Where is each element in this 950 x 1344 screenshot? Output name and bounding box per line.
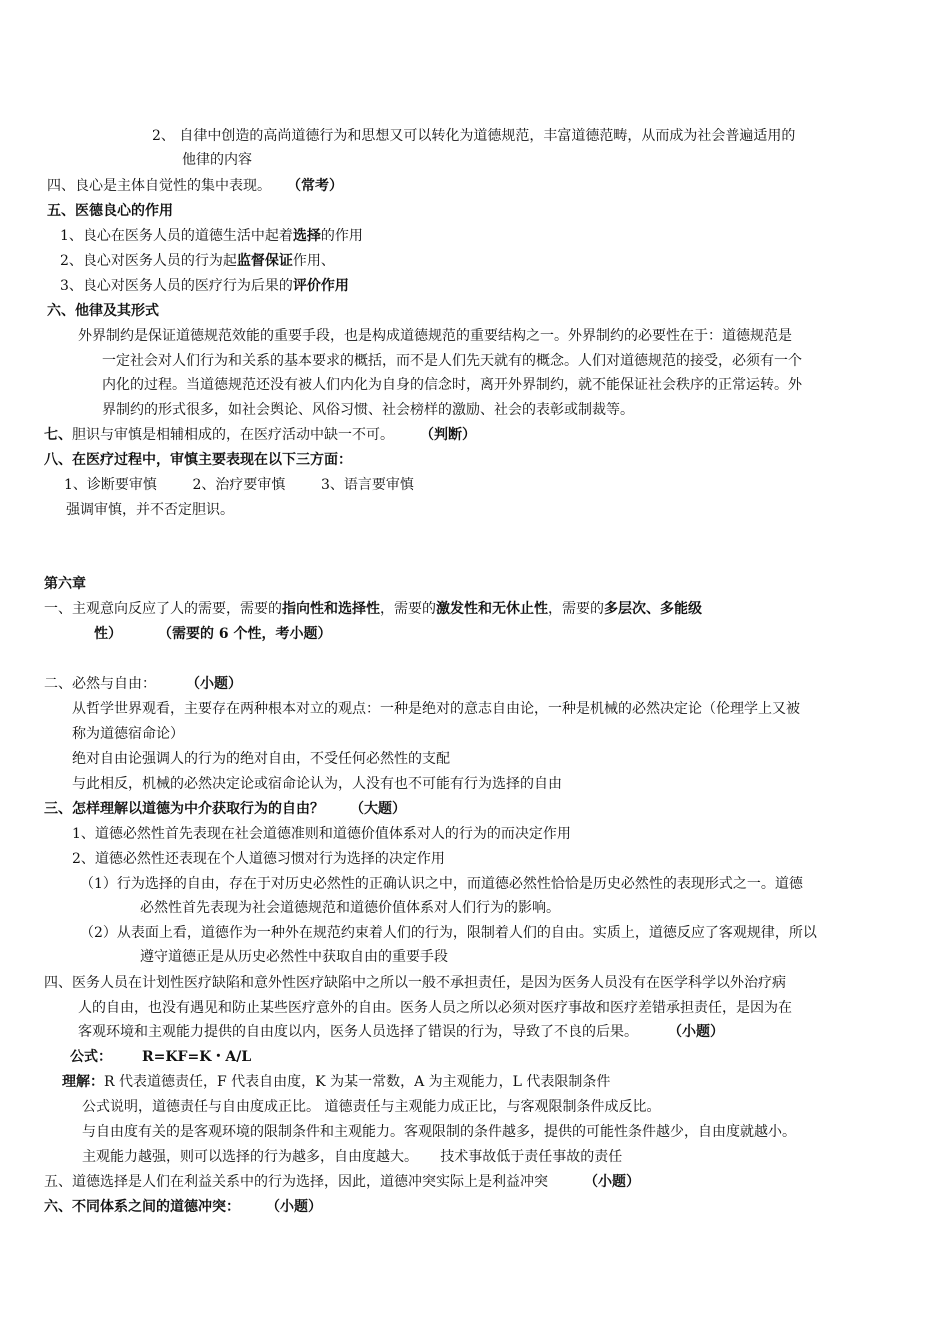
- exam-tag: （大题）: [350, 801, 406, 817]
- paragraph-line: [82, 1095, 660, 1119]
- text: 称为道德宿命论）: [72, 726, 184, 742]
- text: 公式说明，道德责任与自由度成正比。 道德责任与主观能力成正比，与客观限制条件成反比。: [82, 1099, 661, 1115]
- section-heading: [44, 1195, 322, 1219]
- text: ，需要的: [548, 601, 604, 617]
- text: 四、良心是主体自觉性的集中表现。: [47, 178, 271, 194]
- exam-tag: （常考）: [287, 178, 343, 194]
- text: 内化的过程。当道德规范还没有被人们内化为自身的信念时，离开外界制约，就不能保证社会秩序的正常运转。外: [102, 377, 802, 393]
- text: 强调审慎，并不否定胆识。: [66, 502, 234, 518]
- emphasis: 多层次、多能级: [604, 601, 702, 617]
- text: 3、良心对医务人员的医疗行为后果的: [60, 278, 293, 294]
- exam-tag: （小题）: [266, 1199, 322, 1215]
- paragraph-line: [82, 1145, 622, 1169]
- section-heading: [47, 199, 173, 223]
- paragraph-line: [82, 1120, 796, 1144]
- emphasis: 评价作用: [292, 278, 349, 294]
- text: 遵守道德正是从历史必然性中获取自由的重要手段: [140, 949, 448, 965]
- section-heading: [47, 174, 343, 198]
- text: 外界制约是保证道德规范效能的重要手段，也是构成道德规范的重要结构之一。外界制约的必要性在于：道德规范是: [78, 328, 792, 344]
- list-item: [80, 921, 817, 945]
- formula: [70, 1045, 251, 1069]
- text: 界制约的形式很多，如社会舆论、风俗习惯、社会榜样的激励、社会的表彰或制裁等。: [102, 402, 634, 418]
- paragraph-line: [78, 1020, 724, 1044]
- paragraph-line: [78, 324, 792, 348]
- emphasis: 选择: [292, 228, 321, 244]
- section-heading: [47, 299, 159, 323]
- paragraph-line: [72, 697, 800, 721]
- text: 绝对自由论强调人的行为的绝对自由，不受任何必然性的支配: [72, 751, 450, 767]
- paragraph-line: [72, 772, 562, 796]
- paragraph-line: [66, 498, 234, 522]
- list-item: [60, 224, 363, 248]
- list-item: [80, 872, 803, 896]
- exam-tag: （小题）: [584, 1174, 640, 1190]
- text: 1、良心在医务人员的道德生活中起着: [60, 228, 293, 244]
- chapter-title: [44, 572, 86, 596]
- text: （1）行为选择的自由，存在于对历史必然性的正确认识之中，而道德必然性恰恰是历史必然性的表现形式之一。道德: [80, 876, 803, 892]
- section-heading: [44, 423, 476, 447]
- formula-text: R=KF=K・A/L: [142, 1049, 252, 1065]
- text: 五、道德选择是人们在利益关系中的行为选择，因此，道德冲突实际上是利益冲突: [44, 1174, 548, 1190]
- text: ，需要的: [380, 601, 436, 617]
- list-item: [60, 249, 335, 273]
- text: 一、主观意向反应了人的需要，需要的: [44, 601, 282, 617]
- exam-tag: （需要的 6 个性，考小题）: [158, 626, 332, 642]
- section-heading: [44, 971, 786, 995]
- paragraph-line: [94, 622, 332, 646]
- text: 五、医德良心的作用: [47, 203, 173, 219]
- formula-label: 公式：: [70, 1049, 112, 1065]
- text: 四、医务人员在计划性医疗缺陷和意外性医疗缺陷中之所以一般不承担责任，是因为医务人员没有在医学科学以外治疗病: [44, 975, 786, 991]
- paragraph-line: [140, 896, 560, 920]
- text: 2、道德必然性还表现在个人道德习惯对行为选择的决定作用: [72, 851, 445, 867]
- section-heading: [44, 597, 702, 621]
- text: 主观能力越强，则可以选择的行为越多，自由度越大。 技术事故低于责任事故的责任: [82, 1149, 623, 1165]
- paragraph-line: [72, 747, 450, 771]
- text: 二、必然与自由：: [44, 676, 156, 692]
- text: （2）从表面上看，道德作为一种外在规范约束着人们的行为，限制着人们的自由。实质上，道德反应了客观规律，所以: [80, 925, 817, 941]
- paragraph-line: [182, 148, 252, 172]
- text: 性）: [94, 626, 122, 642]
- paragraph-line: [152, 124, 795, 148]
- text: 理解：: [62, 1074, 104, 1090]
- list-item: [72, 847, 445, 871]
- emphasis: 监督保证: [236, 253, 293, 269]
- paragraph-line: [140, 945, 448, 969]
- text: 从哲学世界观看，主要存在两种根本对立的观点：一种是绝对的意志自由论，一种是机械的必然决定论（伦理学上又被: [72, 701, 800, 717]
- paragraph-line: [102, 373, 802, 397]
- text: 客观环境和主观能力提供的自由度以内，医务人员选择了错误的行为，导致了不良的后果。: [78, 1024, 638, 1040]
- text: 与自由度有关的是客观环境的限制条件和主观能力。客观限制的条件越多，提供的可能性条件越少，自由度就越小。: [82, 1124, 796, 1140]
- section-heading: [44, 797, 406, 821]
- text: 六、不同体系之间的道德冲突：: [44, 1199, 240, 1215]
- text: 六、他律及其形式: [47, 303, 159, 319]
- text: 胆识与审慎是相辅相成的，在医疗活动中缺一不可。: [72, 427, 394, 443]
- exam-tag: （小题）: [186, 676, 242, 692]
- text: 2、良心对医务人员的行为起: [60, 253, 237, 269]
- text: 的作用: [320, 228, 363, 244]
- list-item: [64, 473, 414, 497]
- text: 三、怎样理解以道德为中介获取行为的自由？: [44, 801, 324, 817]
- paragraph-line: [72, 722, 184, 746]
- text: 他律的内容: [182, 152, 252, 168]
- exam-tag: （判断）: [420, 427, 476, 443]
- exam-tag: （小题）: [668, 1024, 724, 1040]
- paragraph-line: [102, 349, 802, 373]
- paragraph-line: [78, 996, 792, 1020]
- text: 2、 自律中创造的高尚道德行为和思想又可以转化为道德规范，丰富道德范畴，从而成为社会普遍适用的: [152, 128, 796, 144]
- text: 人的自由，也没有遇见和防止某些医疗意外的自由。医务人员之所以必须对医疗事故和医疗差错承担责任，是因为在: [78, 1000, 792, 1016]
- text: 1、道德必然性首先表现在社会道德准则和道德价值体系对人的行为的而决定作用: [72, 826, 571, 842]
- text: 八、在医疗过程中，审慎主要表现在以下三方面：: [44, 452, 352, 468]
- section-heading: [44, 672, 242, 696]
- text: 与此相反，机械的必然决定论或宿命论认为，人没有也不可能有行为选择的自由: [72, 776, 562, 792]
- paragraph-line: [62, 1070, 610, 1094]
- text: R 代表道德责任，F 代表自由度，K 为某一常数，A 为主观能力，L 代表限制条件: [104, 1074, 611, 1090]
- paragraph-line: [102, 398, 634, 422]
- text: 必然性首先表现为社会道德规范和道德价值体系对人们行为的影响。: [140, 900, 560, 916]
- section-heading: [44, 448, 352, 472]
- text: 1、诊断要审慎 2、治疗要审慎 3、语言要审慎: [64, 477, 414, 493]
- text: 第六章: [44, 576, 86, 592]
- text: 作用、: [292, 253, 335, 269]
- emphasis: 激发性和无休止性: [436, 601, 548, 617]
- text: 七、: [44, 427, 72, 443]
- section-heading: [44, 1170, 640, 1194]
- list-item: [60, 274, 349, 298]
- emphasis: 指向性和选择性: [282, 601, 380, 617]
- text: 一定社会对人们行为和关系的基本要求的概括，而不是人们先天就有的概念。人们对道德规范的接受，必须有一个: [102, 353, 802, 369]
- list-item: [72, 822, 571, 846]
